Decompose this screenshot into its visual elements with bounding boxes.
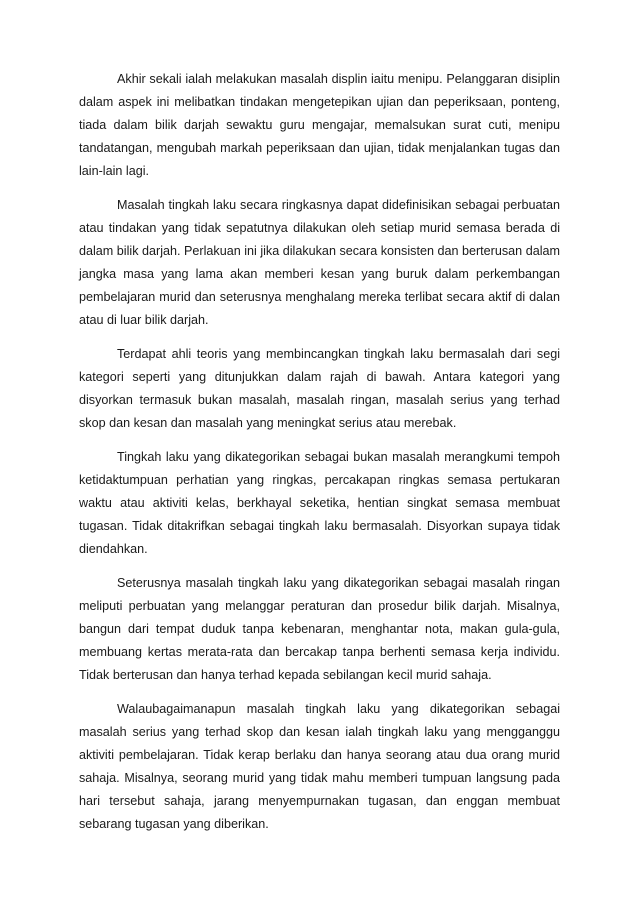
paragraph-6: Walaubagaimanapun masalah tingkah laku yang dikategorikan sebagai masalah serius yang terhad skop dan kesan ialah tingkah laku yang mengganggu aktiviti pembelajaran. Tidak kerap berlaku dan hanya seorang atau dua orang murid sahaja. Misalnya, seorang murid yang tidak mahu memberi tumpuan langsung pada hari tersebut sahaja, jarang menyempurnakan tugasan, dan enggan membuat sebarang tugasan yang diberikan. [79,701,560,832]
paragraph-4: Tingkah laku yang dikategorikan sebagai bukan masalah merangkumi tempoh ketidaktumpuan perhatian yang ringkas, percakapan ringkas semasa pertukaran waktu atau aktiviti kelas, berkhayal seketika, hentian singkat semasa membuat tugasan. Tidak ditakrifkan sebagai tingkah laku bermasalah. Disyorkan supaya tidak diendahkan. [79,449,560,557]
paragraph-5: Seterusnya masalah tingkah laku yang dikategorikan sebagai masalah ringan meliputi perbuatan yang melanggar peraturan dan prosedur bilik darjah. Misalnya, bangun dari tempat duduk tanpa kebenaran, menghantar nota, makan gula-gula, membuang kertas merata-rata dan bercakap tanpa berhenti semasa kerja individu. Tidak berterusan dan hanya terhad kepada sebilangan kecil murid sahaja. [79,575,560,683]
paragraph-1: Akhir sekali ialah melakukan masalah displin iaitu menipu. Pelanggaran disiplin dalam aspek ini melibatkan tindakan mengetepikan ujian dan peperiksaan, ponteng, tiada dalam bilik darjah sewaktu guru mengajar, memalsukan surat cuti, menipu tandatangan, mengubah markah peperiksaan dan ujian, tidak menjalankan tugas dan lain-lain lagi. [79,72,560,179]
paragraph-3: Terdapat ahli teoris yang membincangkan tingkah laku bermasalah dari segi kategori seperti yang ditunjukkan dalam rajah di bawah. Antara kategori yang disyorkan termasuk bukan masalah, masalah ringan, masalah serius yang terhad skop dan kesan dan masalah yang meningkat serius atau merebak. [79,347,560,431]
document-page [79,68,560,847]
paragraph-2: Masalah tingkah laku secara ringkasnya dapat didefinisikan sebagai perbuatan atau tindakan yang tidak sepatutnya dilakukan oleh setiap murid semasa berada di dalam bilik darjah. Perlakuan ini jika dilakukan secara konsisten dan berterusan dalam jangka masa yang lama akan memberi kesan yang buruk dalam perkembangan pembelajaran murid dan seterusnya menghalang mereka terlibat secara aktif di dalan atau di luar bilik darjah. [79,197,560,328]
